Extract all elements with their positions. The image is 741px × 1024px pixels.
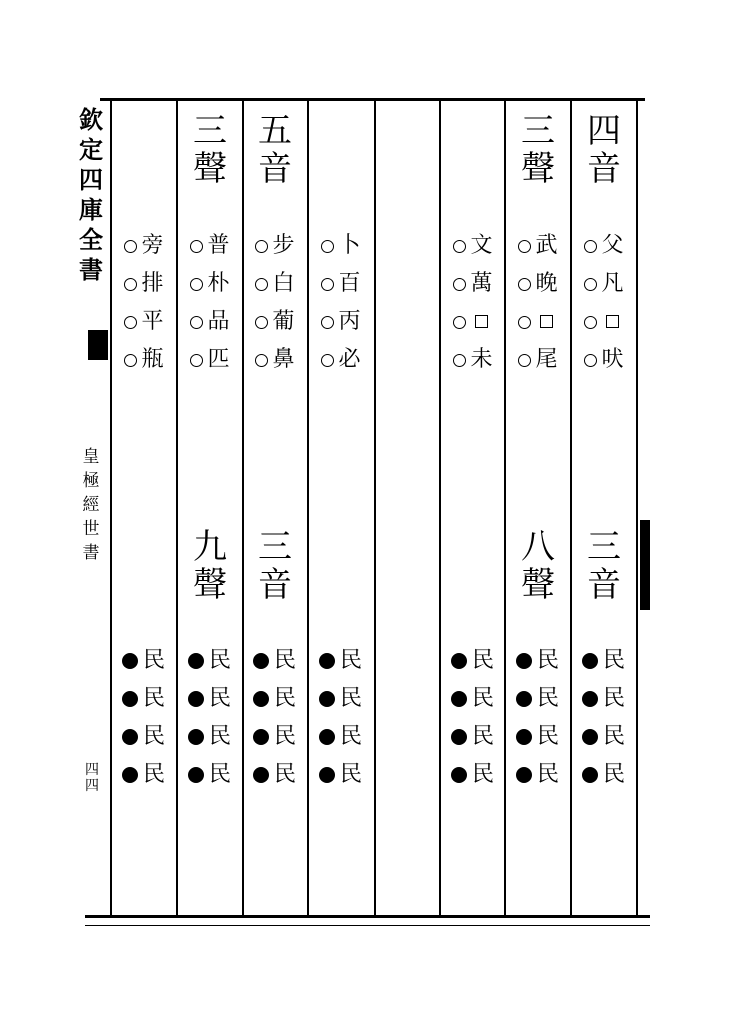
margin-fishtail-block [88, 330, 108, 360]
open-circle-icon [255, 354, 268, 367]
upper-char: 品 [207, 309, 230, 334]
filled-circle-icon [319, 653, 335, 669]
filled-circle-icon [582, 691, 598, 707]
lower-char: 民 [208, 724, 231, 749]
upper-char: 瓶 [141, 347, 164, 372]
filled-circle-icon [516, 767, 532, 783]
upper-cell [114, 304, 174, 340]
lower-char: 民 [208, 762, 231, 787]
lower-char: 民 [536, 648, 559, 673]
upper-cell [245, 228, 305, 264]
lower-cell [443, 757, 503, 793]
lower-cell [508, 681, 568, 717]
upper-char: 父 [601, 233, 624, 258]
upper-char: 匹 [207, 347, 230, 372]
open-circle-icon [584, 316, 597, 329]
upper-heading [245, 112, 305, 188]
heading-char: 聲 [521, 149, 555, 189]
lower-cell [311, 719, 371, 755]
filled-circle-icon [582, 767, 598, 783]
filled-circle-icon [319, 691, 335, 707]
upper-cell [443, 342, 503, 378]
open-circle-icon [453, 354, 466, 367]
lower-cell [245, 643, 305, 679]
divider-line [636, 100, 638, 915]
upper-char: 平 [141, 309, 164, 334]
upper-cell [508, 342, 568, 378]
filled-circle-icon [582, 729, 598, 745]
open-circle-icon [518, 240, 531, 253]
open-circle-icon [518, 316, 531, 329]
lower-cell [114, 643, 174, 679]
lower-cell [574, 681, 634, 717]
lower-heading [245, 528, 305, 604]
upper-cell [508, 266, 568, 302]
open-circle-icon [190, 240, 203, 253]
lower-char: 民 [339, 724, 362, 749]
upper-char: 文 [470, 233, 493, 258]
open-circle-icon [255, 278, 268, 291]
lower-cell [114, 719, 174, 755]
lower-char: 民 [602, 724, 625, 749]
column-c5 [311, 100, 371, 915]
lower-heading [180, 528, 240, 604]
upper-char: 尾 [535, 347, 558, 372]
column-c3 [443, 100, 503, 915]
upper-char: 丙 [338, 309, 361, 334]
upper-heading [180, 112, 240, 188]
column-c7 [180, 100, 240, 915]
heading-char: 音 [258, 149, 292, 189]
bottom-border-inner [85, 925, 650, 926]
lower-cell [114, 681, 174, 717]
upper-char [470, 310, 494, 334]
filled-circle-icon [516, 691, 532, 707]
upper-cell [180, 304, 240, 340]
lower-cell [508, 757, 568, 793]
margin-title-char: 欽 [79, 105, 103, 134]
upper-cell [574, 228, 634, 264]
lower-char: 民 [339, 648, 362, 673]
lower-char: 民 [536, 762, 559, 787]
upper-cell [180, 228, 240, 264]
lower-char: 民 [471, 686, 494, 711]
filled-circle-icon [188, 691, 204, 707]
upper-char [601, 310, 625, 334]
lower-char: 民 [471, 648, 494, 673]
lower-char: 民 [273, 648, 296, 673]
upper-cell [180, 266, 240, 302]
margin-title-char: 四 [79, 165, 103, 194]
filled-circle-icon [516, 653, 532, 669]
margin-book-char: 經 [82, 495, 100, 515]
filled-circle-icon [451, 691, 467, 707]
lower-char: 民 [602, 762, 625, 787]
divider-line [504, 100, 506, 915]
margin-page-number: 四四 [85, 762, 99, 794]
open-circle-icon [453, 240, 466, 253]
margin-fishtail-mark [640, 520, 650, 610]
lower-cell [443, 643, 503, 679]
lower-char: 民 [536, 724, 559, 749]
upper-cell [508, 228, 568, 264]
column-c2 [508, 100, 568, 915]
open-circle-icon [190, 278, 203, 291]
lower-cell [245, 719, 305, 755]
lower-char: 民 [339, 686, 362, 711]
open-circle-icon [321, 316, 334, 329]
lower-cell [574, 757, 634, 793]
divider-line [570, 100, 572, 915]
upper-char: 卜 [338, 233, 361, 258]
upper-cell [114, 266, 174, 302]
filled-circle-icon [451, 729, 467, 745]
lower-cell [508, 719, 568, 755]
margin-title-char: 定 [79, 135, 103, 164]
missing-char-box [606, 315, 619, 328]
upper-char: 武 [535, 233, 558, 258]
margin-book-char: 皇 [82, 447, 100, 467]
lower-cell [245, 757, 305, 793]
heading-char: 三 [521, 111, 555, 151]
upper-cell [574, 266, 634, 302]
divider-line [439, 100, 441, 915]
lower-cell [443, 681, 503, 717]
filled-circle-icon [188, 653, 204, 669]
column-c1 [574, 100, 634, 915]
open-circle-icon [124, 316, 137, 329]
divider-line [374, 100, 376, 915]
upper-cell [508, 304, 568, 340]
lower-cell [574, 719, 634, 755]
margin-book-char: 世 [82, 519, 100, 539]
filled-circle-icon [122, 767, 138, 783]
heading-char: 九 [193, 527, 227, 567]
upper-char: 必 [338, 347, 361, 372]
upper-cell [245, 342, 305, 378]
filled-circle-icon [253, 691, 269, 707]
upper-char: 晚 [535, 271, 558, 296]
open-circle-icon [124, 354, 137, 367]
upper-cell [311, 228, 371, 264]
lower-cell [114, 757, 174, 793]
filled-circle-icon [319, 729, 335, 745]
heading-char: 三 [587, 527, 621, 567]
lower-char: 民 [273, 686, 296, 711]
upper-heading [508, 112, 568, 188]
heading-char: 音 [258, 565, 292, 605]
lower-cell [574, 643, 634, 679]
heading-char: 聲 [521, 565, 555, 605]
filled-circle-icon [188, 729, 204, 745]
filled-circle-icon [188, 767, 204, 783]
margin-book-char: 書 [82, 543, 100, 563]
margin-title-char: 全 [79, 225, 103, 254]
filled-circle-icon [451, 767, 467, 783]
heading-char: 音 [587, 565, 621, 605]
open-circle-icon [255, 240, 268, 253]
open-circle-icon [255, 316, 268, 329]
upper-cell [311, 342, 371, 378]
upper-char: 白 [272, 271, 295, 296]
lower-cell [180, 643, 240, 679]
filled-circle-icon [122, 691, 138, 707]
lower-heading [508, 528, 568, 604]
open-circle-icon [453, 278, 466, 291]
upper-cell [574, 342, 634, 378]
lower-char: 民 [471, 724, 494, 749]
upper-char: 萬 [470, 271, 493, 296]
lower-cell [180, 719, 240, 755]
upper-char: 朴 [207, 271, 230, 296]
lower-cell [311, 643, 371, 679]
margin-series-title [78, 105, 104, 285]
lower-char: 民 [273, 724, 296, 749]
open-circle-icon [190, 316, 203, 329]
upper-heading [574, 112, 634, 188]
open-circle-icon [190, 354, 203, 367]
bottom-border [85, 915, 650, 918]
upper-char: 未 [470, 347, 493, 372]
open-circle-icon [584, 278, 597, 291]
heading-char: 音 [587, 149, 621, 189]
divider-line [110, 100, 112, 915]
upper-cell [443, 228, 503, 264]
margin-title-char: 書 [79, 255, 103, 284]
open-circle-icon [321, 240, 334, 253]
open-circle-icon [124, 240, 137, 253]
filled-circle-icon [253, 653, 269, 669]
upper-cell [114, 342, 174, 378]
filled-circle-icon [516, 729, 532, 745]
lower-char: 民 [602, 686, 625, 711]
lower-char: 民 [536, 686, 559, 711]
lower-char: 民 [142, 724, 165, 749]
upper-char: 普 [207, 233, 230, 258]
filled-circle-icon [122, 729, 138, 745]
lower-cell [508, 643, 568, 679]
heading-char: 八 [521, 527, 555, 567]
upper-cell [114, 228, 174, 264]
open-circle-icon [584, 354, 597, 367]
column-c8 [114, 100, 174, 915]
lower-cell [180, 681, 240, 717]
heading-char: 五 [258, 111, 292, 151]
lower-char: 民 [142, 686, 165, 711]
lower-char: 民 [142, 762, 165, 787]
missing-char-box [540, 315, 553, 328]
lower-char: 民 [142, 648, 165, 673]
margin-title-char: 庫 [79, 195, 103, 224]
divider-line [307, 100, 309, 915]
lower-cell [443, 719, 503, 755]
lower-char: 民 [471, 762, 494, 787]
heading-char: 四 [587, 111, 621, 151]
lower-heading [574, 528, 634, 604]
divider-line [176, 100, 178, 915]
upper-char: 百 [338, 271, 361, 296]
upper-cell [245, 266, 305, 302]
lower-cell [180, 757, 240, 793]
upper-cell [443, 304, 503, 340]
heading-char: 三 [193, 111, 227, 151]
upper-char: 排 [141, 271, 164, 296]
lower-cell [311, 681, 371, 717]
lower-cell [245, 681, 305, 717]
lower-char: 民 [273, 762, 296, 787]
lower-char: 民 [208, 648, 231, 673]
open-circle-icon [518, 354, 531, 367]
divider-line [242, 100, 244, 915]
heading-char: 聲 [193, 149, 227, 189]
column-c6 [245, 100, 305, 915]
filled-circle-icon [319, 767, 335, 783]
upper-char: 凡 [601, 271, 624, 296]
heading-char: 聲 [193, 565, 227, 605]
lower-char: 民 [339, 762, 362, 787]
upper-cell [311, 304, 371, 340]
column-c4 [377, 100, 437, 915]
filled-circle-icon [582, 653, 598, 669]
margin-book-char: 極 [82, 471, 100, 491]
open-circle-icon [124, 278, 137, 291]
upper-char: 旁 [141, 233, 164, 258]
missing-char-box [475, 315, 488, 328]
upper-cell [574, 304, 634, 340]
lower-char: 民 [602, 648, 625, 673]
upper-char: 步 [272, 233, 295, 258]
lower-cell [311, 757, 371, 793]
upper-char: 吠 [601, 347, 624, 372]
open-circle-icon [518, 278, 531, 291]
upper-char: 鼻 [272, 347, 295, 372]
margin-book-title [80, 445, 102, 565]
upper-cell [180, 342, 240, 378]
filled-circle-icon [122, 653, 138, 669]
heading-char: 三 [258, 527, 292, 567]
upper-cell [311, 266, 371, 302]
upper-cell [443, 266, 503, 302]
lower-char: 民 [208, 686, 231, 711]
upper-cell [245, 304, 305, 340]
upper-char: 葡 [272, 309, 295, 334]
filled-circle-icon [253, 729, 269, 745]
filled-circle-icon [451, 653, 467, 669]
open-circle-icon [453, 316, 466, 329]
upper-char [535, 310, 559, 334]
open-circle-icon [321, 278, 334, 291]
filled-circle-icon [253, 767, 269, 783]
open-circle-icon [584, 240, 597, 253]
open-circle-icon [321, 354, 334, 367]
